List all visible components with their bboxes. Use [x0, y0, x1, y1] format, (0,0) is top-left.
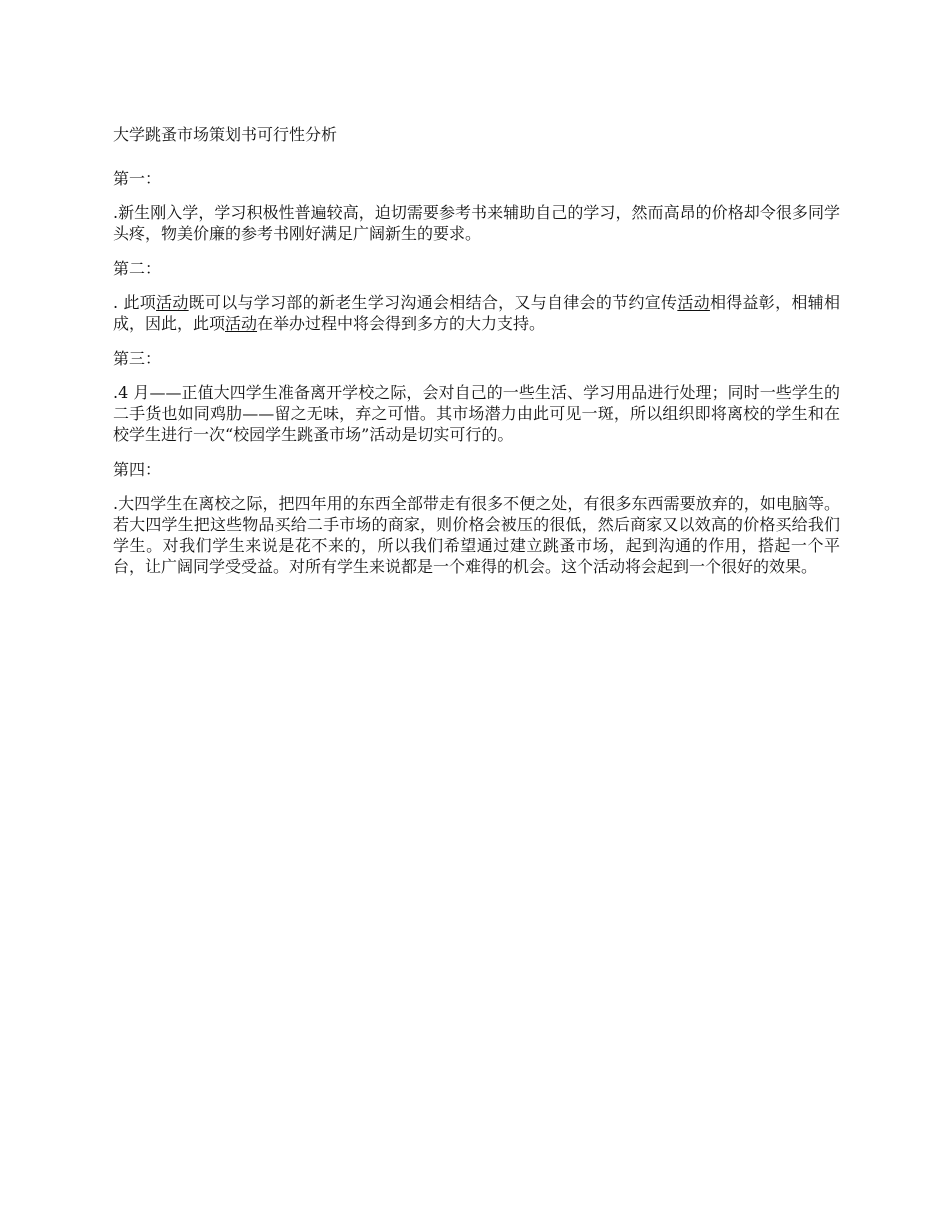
section-paragraph-2 [113, 292, 840, 334]
section-label-4: 第四： [113, 460, 162, 479]
section-paragraph-3: .4 月——正值大四学生准备离开学校之际，会对自己的一些生活、学习用品进行处理；同时一些学生的二手货也如同鸡肋——留之无味，弃之可惜。其市场潜力由此可见一斑，所以组织即将离校的学生和在校学生进行一次“校园学生跳蚤市场”活动是切实可行的。 [113, 383, 840, 444]
section-label-2: 第二： [113, 259, 162, 278]
paragraph-text: 相得益彰，相辅相成，因此，此项 [113, 293, 840, 333]
section-label-3: 第三： [113, 349, 162, 368]
underlined-term-activity: 活动 [225, 314, 258, 333]
section-paragraph-4: .大四学生在离校之际，把四年用的东西全部带走有很多不便之处，有很多东西需要放弃的，如电脑等。若大四学生把这些物品买给二手市场的商家，则价格会被压的很低，然后商家又以效高的价格买给我们学生。对我们学生来说是花不来的，所以我们希望通过建立跳蚤市场，起到沟通的作用，搭起一个平台，让广阔同学受受益。对所有学生来说都是一个难得的机会。这个活动将会起到一个很好的效果。 [113, 494, 840, 576]
paragraph-text: . 此项 [113, 293, 157, 312]
paragraph-text: 既可以与学习部的新老生学习沟通会相结合，又与自律会的节约宣传 [188, 293, 678, 312]
document-title: 大学跳蚤市场策划书可行性分析 [113, 125, 338, 144]
section-paragraph-1: .新生刚入学，学习积极性普遍较高，迫切需要参考书来辅助自己的学习，然而高昂的价格却令很多同学头疼，物美价廉的参考书刚好满足广阔新生的要求。 [113, 203, 840, 243]
paragraph-text: 在举办过程中将会得到多方的大力支持。 [257, 314, 546, 333]
underlined-term-activity: 活动 [677, 293, 710, 312]
section-label-1: 第一： [113, 169, 162, 188]
underlined-term-activity: 活动 [156, 293, 189, 312]
document-page [113, 124, 840, 591]
